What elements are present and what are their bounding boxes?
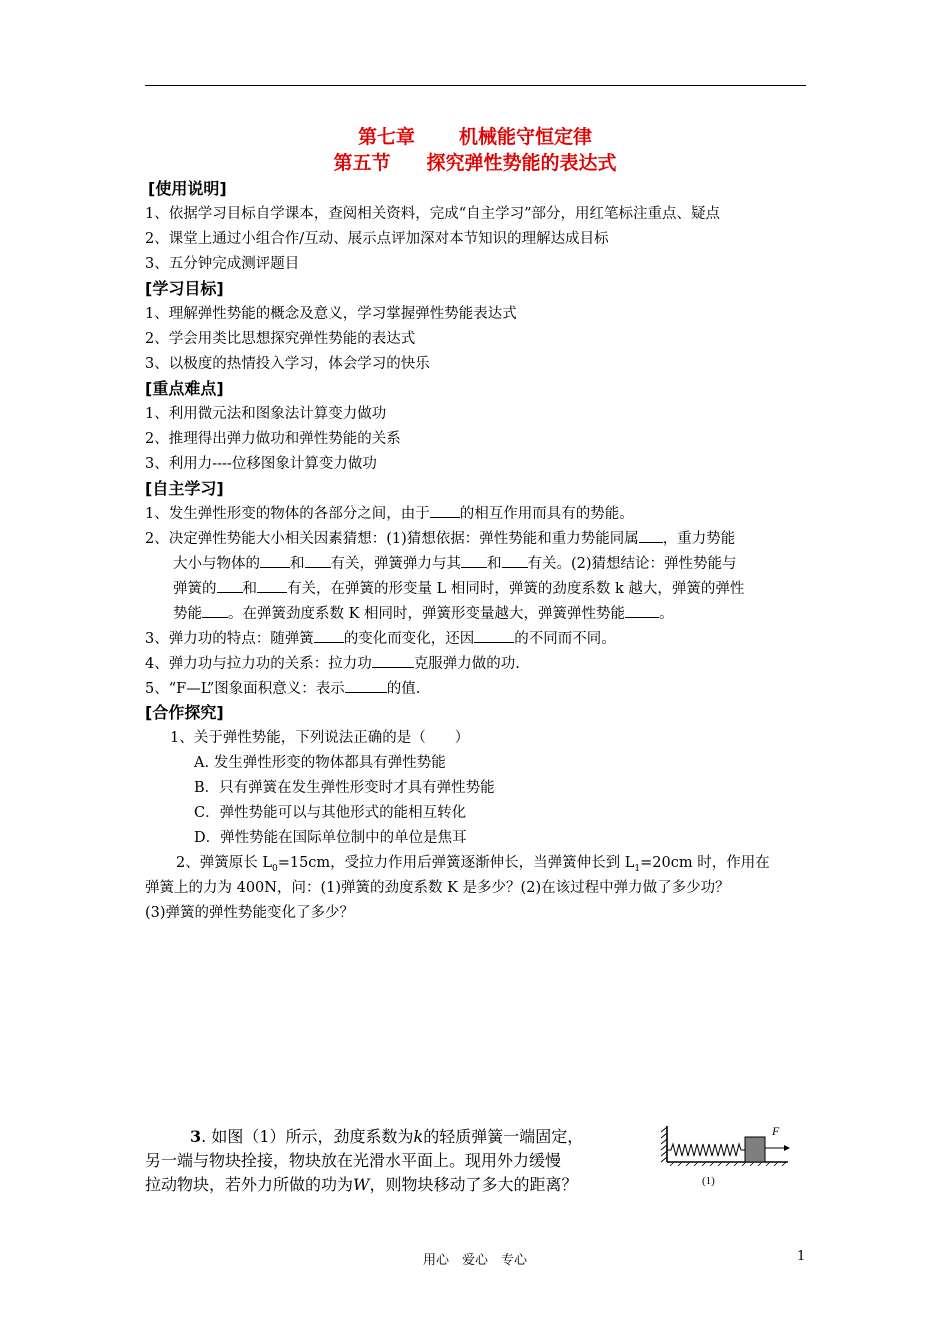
section-name: 探究弹性势能的表达式: [426, 152, 617, 174]
chapter-title: [0, 122, 950, 149]
goal-item: 1、理解弹性势能的概念及意义，学习掌握弹性势能表达式: [145, 306, 517, 322]
spring-block-diagram: [660, 1120, 800, 1190]
cooperative-q2-line1: 2、弹簧原长 $L_0=15cm$，受拉力作用后弹簧逐渐伸长，当弹簧伸长到 $L_1=20cm$ 时，作用在: [176, 855, 770, 874]
fill-blank: [461, 553, 487, 568]
cooperative-heading: [合作探究]: [145, 703, 224, 722]
fill-blank: [202, 603, 228, 618]
fill-blank: [430, 503, 460, 518]
spring-block-figure: [660, 1120, 800, 1190]
self-study-q2-line1: 2、决定弹性势能大小相关因素猜想：(1)猜想依据：弹性势能和重力势能同属 ，重力势能: [145, 527, 735, 548]
chapter-number: 第七章: [357, 126, 415, 148]
self-study-q2-line3: 弹簧的 和 有关，在弹簧的形变量 L 相同时，弹簧的劲度系数 k 越大，弹簧的弹性: [173, 577, 744, 598]
key-point-item: 2、推理得出弹力做功和弹性势能的关系: [145, 431, 401, 447]
usage-item: 1、依据学习目标自学课本，查阅相关资料，完成“自主学习”部分，用红笔标注重点、疑点: [145, 206, 721, 222]
usage-item: 3、五分钟完成测评题目: [145, 256, 300, 272]
option-b: B．只有弹簧在发生弹性形变时才具有弹性势能: [194, 780, 495, 796]
key-points-heading: [重点难点]: [145, 379, 224, 398]
fill-blank: [345, 678, 387, 693]
usage-heading: [使用说明]: [148, 179, 227, 198]
fill-blank: [217, 578, 243, 593]
fill-blank: [474, 628, 514, 643]
cooperative-q1-stem: 1、关于弹性势能，下列说法正确的是（ ）: [170, 730, 470, 746]
option-a: A. 发生弹性形变的物体都具有弹性势能: [194, 755, 446, 771]
goal-item: 2、学会用类比思想探究弹性势能的表达式: [145, 331, 416, 347]
option-c: C．弹性势能可以与其他形式的能相互转化: [194, 805, 467, 821]
cooperative-q3-line2: 另一端与物块拴接，物块放在光滑水平面上。现用外力缓慢: [145, 1151, 562, 1170]
cooperative-q3-line1: 3. 如图（1）所示，劲度系数为k的轻质弹簧一端固定，: [190, 1127, 584, 1146]
option-d: D．弹性势能在国际单位制中的单位是焦耳: [194, 830, 467, 846]
cooperative-q2-line3: (3)弹簧的弹性势能变化了多少？: [145, 905, 355, 921]
self-study-q1: 1、发生弹性形变的物体的各部分之间，由于 的相互作用而具有的势能。: [145, 502, 634, 523]
goal-item: 3、以极度的热情投入学习，体会学习的快乐: [145, 356, 430, 372]
figure-caption: (1): [702, 1175, 715, 1187]
chapter-name: 机械能守恒定律: [459, 126, 593, 148]
page-number: 1: [797, 1249, 806, 1264]
key-point-item: 1、利用微元法和图象法计算变力做功: [145, 406, 387, 422]
cooperative-q2-line2: 弹簧上的力为 400N，问：(1)弹簧的劲度系数 K 是多少？(2)在该过程中弹力做了多少功？: [145, 880, 730, 896]
fill-blank: [372, 653, 414, 668]
fill-blank: [639, 528, 663, 543]
self-study-q2-line2: 大小与物体的 和 有关，弹簧弹力与其 和 有关。(2)猜想结论：弹性势能与: [173, 552, 737, 573]
fill-blank: [260, 553, 290, 568]
fill-blank: [257, 578, 287, 593]
self-study-q4: 4、弹力功与拉力功的关系：拉力功 克服弹力做的功.: [145, 652, 520, 673]
fill-blank: [625, 603, 659, 618]
usage-item: 2、课堂上通过小组合作/互动、展示点评加深对本节知识的理解达成目标: [145, 231, 609, 247]
self-study-q3: 3、弹力功的特点：随弹簧 的变化而变化，还因 的不同而不同。: [145, 627, 616, 648]
self-study-q2-line4: 势能 。在弹簧劲度系数 K 相同时，弹簧形变量越大，弹簧弹性势能 。: [173, 602, 674, 623]
fill-blank: [314, 628, 344, 643]
self-study-q5: 5、“F—L”图象面积意义：表示 的值.: [145, 677, 420, 698]
section-number: 第五节: [333, 152, 391, 174]
footer-slogan: 用心 爱心 专心: [422, 1253, 527, 1268]
header-rule: [145, 85, 806, 86]
fill-blank: [305, 553, 331, 568]
force-label: F: [772, 1124, 780, 1138]
cooperative-q3-line3: 拉动物块，若外力所做的功为W，则物块移动了多大的距离？: [145, 1175, 578, 1194]
self-study-heading: [自主学习]: [145, 479, 224, 498]
fill-blank: [502, 553, 528, 568]
section-title: [0, 148, 950, 175]
goals-heading: [学习目标]: [145, 279, 224, 298]
key-point-item: 3、利用力----位移图象计算变力做功: [145, 456, 377, 472]
